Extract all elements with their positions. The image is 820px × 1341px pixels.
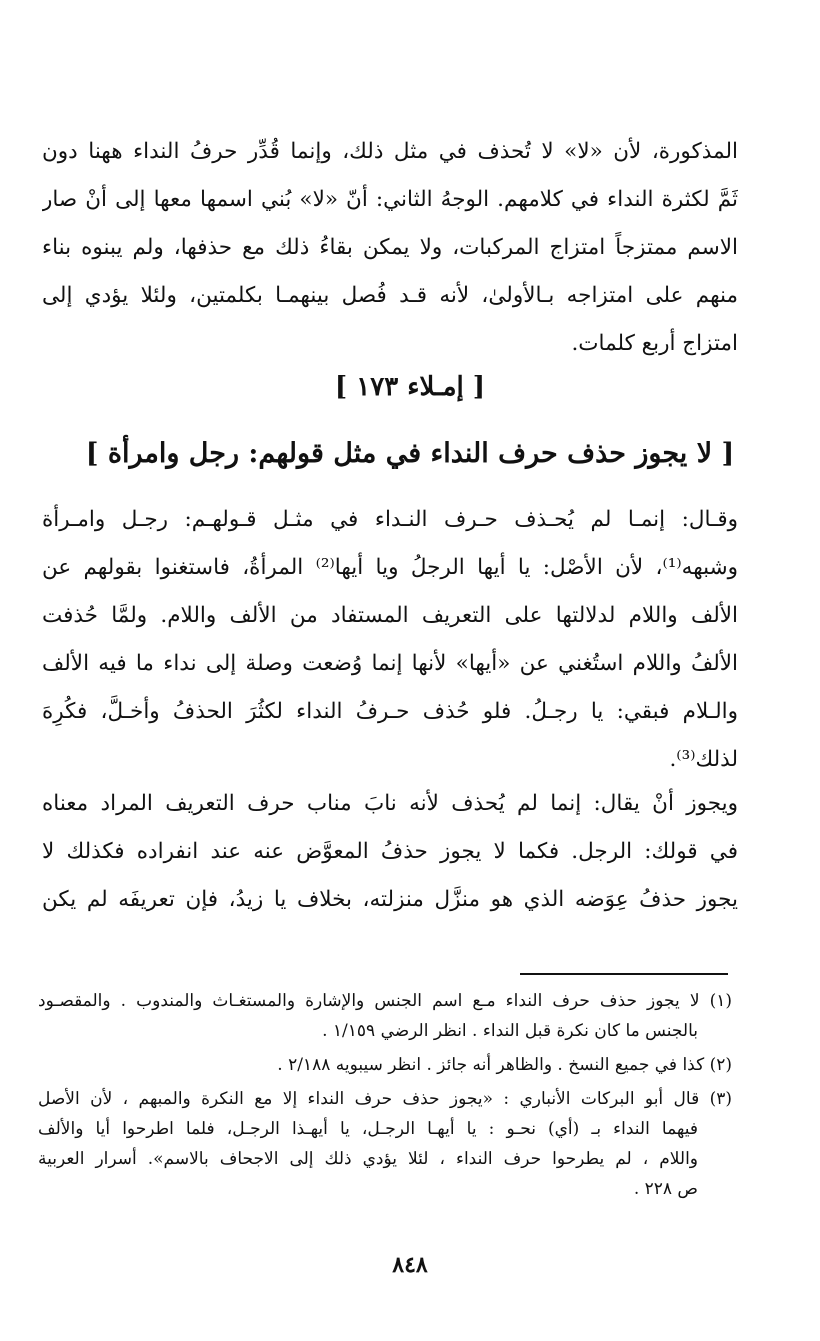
- text-line: الألف واللام لدلالتها على التعريف المستفاد من الألف واللام. ولمَّا حُذفت: [42, 603, 738, 628]
- text-line: ثَمَّ لكثرة النداء في كلامهم. الوجهُ الثاني: أنّ «لا» بُني اسمها معها إلى أنْ صار: [42, 187, 738, 212]
- footnote-3: [38, 1084, 732, 1204]
- footnotes: [38, 986, 732, 1204]
- text-line: في قولك: الرجل. فكما لا يجوز حذفُ المعوَّض عنه عند انفراده فكذلك لا: [42, 839, 738, 864]
- text-line: والـلام فبقي: يا رجـلُ. فلو حُذف حـرفُ النداء لكثُرَ الحذفُ وأخـلَّ، فكُرِهَ: [42, 699, 738, 724]
- footnote-line: ص ٢٢٨ .: [633, 1179, 698, 1199]
- footnote-line: (٣) قال أبو البركات الأنباري : «يجوز حذف حرف النداء إلا مع النكرة والمبهم ، لأن الأصل: [38, 1089, 732, 1109]
- footnote-divider: [520, 973, 728, 975]
- text-line: وشبهه⁽¹⁾، لأن الأصْل: يا أيها الرجلُ ويا أيها⁽²⁾ المرأةُ، فاستغنوا بقولهم عن: [42, 555, 738, 580]
- text-line: ويجوز أنْ يقال: إنما لم يُحذف لأنه نابَ مناب حرف التعريف المراد معناه: [42, 791, 738, 816]
- text-line: امتزاج أربع كلمات.: [571, 331, 738, 356]
- text-line: منهم على امتزاجه بـالأولىٰ، لأنه قـد فُصل بينهمـا بكلمتين، ولئلا يؤدي إلى: [42, 283, 738, 308]
- paragraph-3: [42, 780, 738, 924]
- text-line: لذلك⁽³⁾.: [669, 747, 738, 772]
- page-number: ٨٤٨: [392, 1252, 428, 1278]
- text-line: الاسم ممتزجاً امتزاج المركبات، ولا يمكن بقاءُ ذلك مع حذفها، ولم يبنوه بناء: [42, 235, 738, 260]
- footnote-line: واللام ، لم يطرحوا حرف النداء ، لئلا يؤدي ذلك إلى الاجحاف بالاسم». أسرار العربية: [38, 1149, 698, 1169]
- footnote-line: بالجنس ما كان نكرة قبل النداء . انظر الرضي ١/١٥٩ .: [322, 1021, 698, 1041]
- text-line: يجوز حذفُ عِوَضه الذي هو منزَّل منزلته، بخلاف يا زيدُ، فإن تعريفَه لم يكن: [42, 887, 738, 912]
- text-line: المذكورة، لأن «لا» لا تُحذف في مثل ذلك، وإنما قُدِّر حرفُ النداء ههنا دون: [42, 139, 738, 164]
- section-heading: [ لا يجوز حذف حرف النداء في مثل قولهم: رجل وامرأة ]: [85, 438, 735, 469]
- footnote-line: فيهما النداء بـ (أي) نحـو : يا أيهـا الرجـل، يا أيهـذا الرجـل، فلما اطرحوا أيا والألف: [38, 1119, 699, 1139]
- text-line: الألفُ واللام استُغني عن «أيها» لأنها إنما وُضعت وصلة إلى نداء ما فيه الألف: [42, 651, 738, 676]
- footnote-line: (١) لا يجوز حذف حرف النداء مـع اسم الجنس والإشارة والمستغـاث والمندوب . والمقصـود: [38, 991, 732, 1011]
- text-line: وقـال: إنمـا لم يُحـذف حـرف النـداء في مثـل قـولهـم: رجـل وامـرأة: [42, 507, 738, 532]
- imla-label: [ إمـلاء ١٧٣ ]: [334, 372, 486, 402]
- footnote-1: [38, 986, 732, 1046]
- footnote-line: (٢) كذا في جميع النسخ . والظاهر أنه جائز . انظر سيبويه ٢/١٨٨ .: [277, 1055, 732, 1075]
- footnote-2: [38, 1050, 732, 1080]
- paragraph-2: [42, 496, 738, 784]
- paragraph-1: [42, 128, 738, 368]
